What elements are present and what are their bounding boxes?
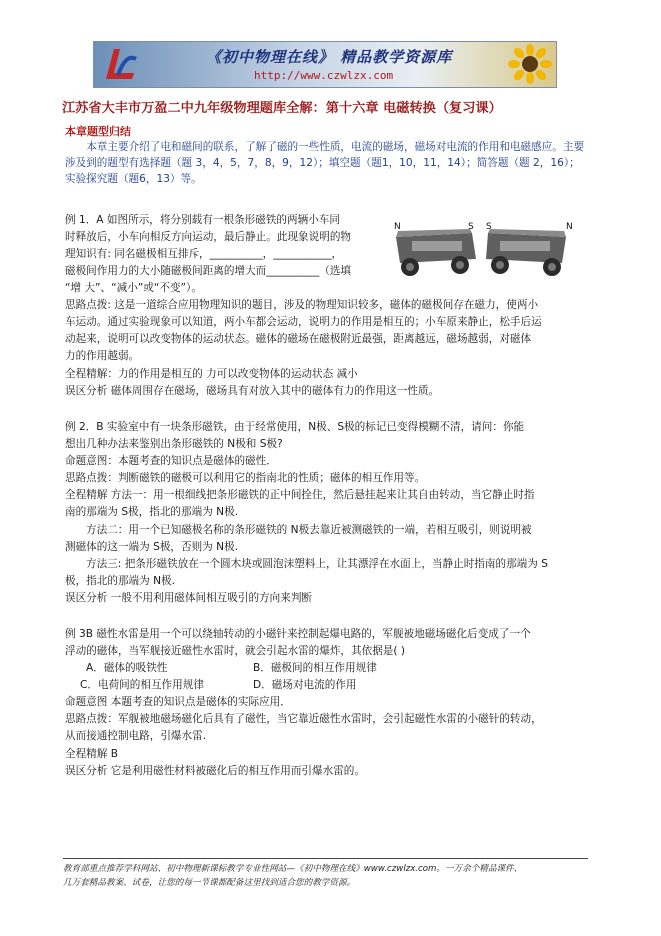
ex3-line-6: 全程精解 B xyxy=(65,748,119,760)
ex3-option-a: A．磁体的吸铁性 xyxy=(86,662,168,674)
banner-title: 《初中物理在线》 精品教学资源库 xyxy=(206,48,453,66)
ex2-line-1: 例 2．B 实验室中有一块条形磁铁，由于经常使用，N极、S极的标记已变得模糊不清，请问：你能 xyxy=(65,421,525,433)
ex1-line-1: 例 1．A 如图所示，将分别载有一根条形磁铁的两辆小车同 xyxy=(65,214,340,226)
ex3-line-3: 命题意图 本题考查的知识点是磁体的实际应用． xyxy=(65,696,291,708)
site-logo-icon xyxy=(100,45,140,85)
ex2-line-8: 测磁体的这一端为 S极，否则为 N极. xyxy=(65,541,239,553)
ex2-line-7: 方法二：用一个已知磁极名称的条形磁铁的 N极去靠近被测磁铁的一端，若相互吸引，则说明被 xyxy=(86,524,532,536)
sunflower-icon xyxy=(508,44,552,84)
footer-line-1: 教育部重点推荐学科网站、初中物理新课标教学专业性网站—《初中物理在线》www.czwlzx.com。一万余个精品课件、 xyxy=(63,864,523,874)
ex1-line-11: 误区分析 磁体周围存在磁场，磁场具有对放入其中的磁体有力的作用这一性质。 xyxy=(65,385,440,397)
two-carts-magnet-figure xyxy=(390,219,580,281)
ex1-line-5: “增 大”、“减小”或“不变”）。 xyxy=(65,282,202,294)
ex3-option-c: C．电荷间的相互作用规律 xyxy=(80,679,204,691)
ex1-line-6: 思路点拨: 这是一道综合应用物理知识的题目，涉及的物理知识较多，磁体的磁极间存在磁力，使两小 xyxy=(65,299,539,311)
ex3-option-d: D．磁场对电流的作用 xyxy=(253,679,357,691)
ex3-line-7: 误区分析 它是利用磁性材料被磁化后的相互作用而引爆水雷的。 xyxy=(65,765,365,777)
footer-line-2: 几万套精品教案、试卷，让您的每一节课都配备这里找到适合您的教学资源。 xyxy=(63,878,356,888)
page-title: 江苏省大丰市万盈二中九年级物理题库全解：第十六章 电磁转换（复习课） xyxy=(62,101,502,116)
ex1-line-3: 理知识有: 同名磁极相互排斥，__________，___________， xyxy=(65,248,343,260)
footer-divider xyxy=(63,858,588,859)
ex1-line-9: 力的作用越弱。 xyxy=(65,350,140,362)
ex2-line-3: 命题意图：本题考查的知识点是磁体的磁性． xyxy=(65,455,277,467)
ex2-line-11: 误区分析 一般不用利用磁体间相互吸引的方向来判断 xyxy=(65,592,313,604)
ex3-line-5: 从而接通控制电路，引爆水雷. xyxy=(65,730,207,742)
ex2-line-2: 想出几种办法来鉴别出条形磁铁的 N极和 S极? xyxy=(65,438,283,450)
magnet-label-n-left: N xyxy=(394,222,401,232)
ex1-line-8: 动起来，说明可以改变物体的运动状态。磁体的磁场在磁极附近最强，距离越远，磁场越弱，对磁体 xyxy=(65,333,532,345)
ex2-line-9: 方法三: 把条形磁铁放在一个圆木块或圆泡沫塑料上，让其漂浮在水面上，当静止时指南的那端为 S xyxy=(86,558,548,570)
magnet-label-s-right: S xyxy=(486,222,492,232)
right-cart xyxy=(486,229,566,276)
header-banner xyxy=(93,41,557,88)
ex1-line-10: 全程精解：力的作用是相互的 力可以改变物体的运动状态 减小 xyxy=(65,368,358,380)
left-cart xyxy=(396,229,476,276)
ex3-line-1: 例 3B 磁性水雷是用一个可以绕轴转动的小磁针来控制起爆电路的，军舰被地磁场磁化后变成了一个 xyxy=(65,628,531,640)
ex2-line-10: 极，指北的那端为 N极. xyxy=(65,575,176,587)
ex3-line-2: 浮动的磁体，当军舰接近磁性水雷时，就会引起水雷的爆炸，其依据是( ) xyxy=(65,645,406,657)
ex2-line-6: 南的那端为 S极，指北的那端为 N极. xyxy=(65,506,239,518)
ex1-line-4: 磁极间作用力的大小随磁极间距离的增大而__________（选填 xyxy=(65,265,352,277)
ex2-line-4: 思路点拨：判断磁铁的磁极可以利用它的指南北的性质；磁体的相互作用等。 xyxy=(65,472,426,484)
banner-url[interactable]: http://www.czwlzx.com xyxy=(254,69,394,82)
ex3-option-b: B．磁极间的相互作用规律 xyxy=(253,662,377,674)
intro-paragraph: 本章主要介绍了电和磁间的联系，了解了磁的一些性质，电流的磁场，磁场对电流的作用和电磁感应。主要涉及到的题型有选择题（题 3，4，5，7，8，9，12）；填空题（题1，10，11，14）；简答题（题 2，16）；实验探究题（题6，13）等。 xyxy=(65,141,585,185)
ex3-line-4: 思路点拨：军舰被地磁场磁化后具有了磁性，当它靠近磁性水雷时，会引起磁性水雷的小磁针的转动， xyxy=(65,713,542,725)
ex1-line-7: 车运动。通过实验现象可以知道，两小车都会运动，说明力的作用是相互的；小车原来静止，松手后运 xyxy=(65,316,542,328)
ex2-line-5: 全程精解 方法一：用一根细线把条形磁铁的正中间拴住，然后悬挂起来让其自由转动，当它静止时指 xyxy=(65,489,535,501)
magnet-label-s-left: S xyxy=(468,222,474,232)
section-title: 本章题型归结 xyxy=(65,125,131,138)
magnet-label-n-right: N xyxy=(566,222,573,232)
ex1-line-2: 时释放后，小车向相反方向运动，最后静止。此现象说明的物 xyxy=(65,231,352,243)
